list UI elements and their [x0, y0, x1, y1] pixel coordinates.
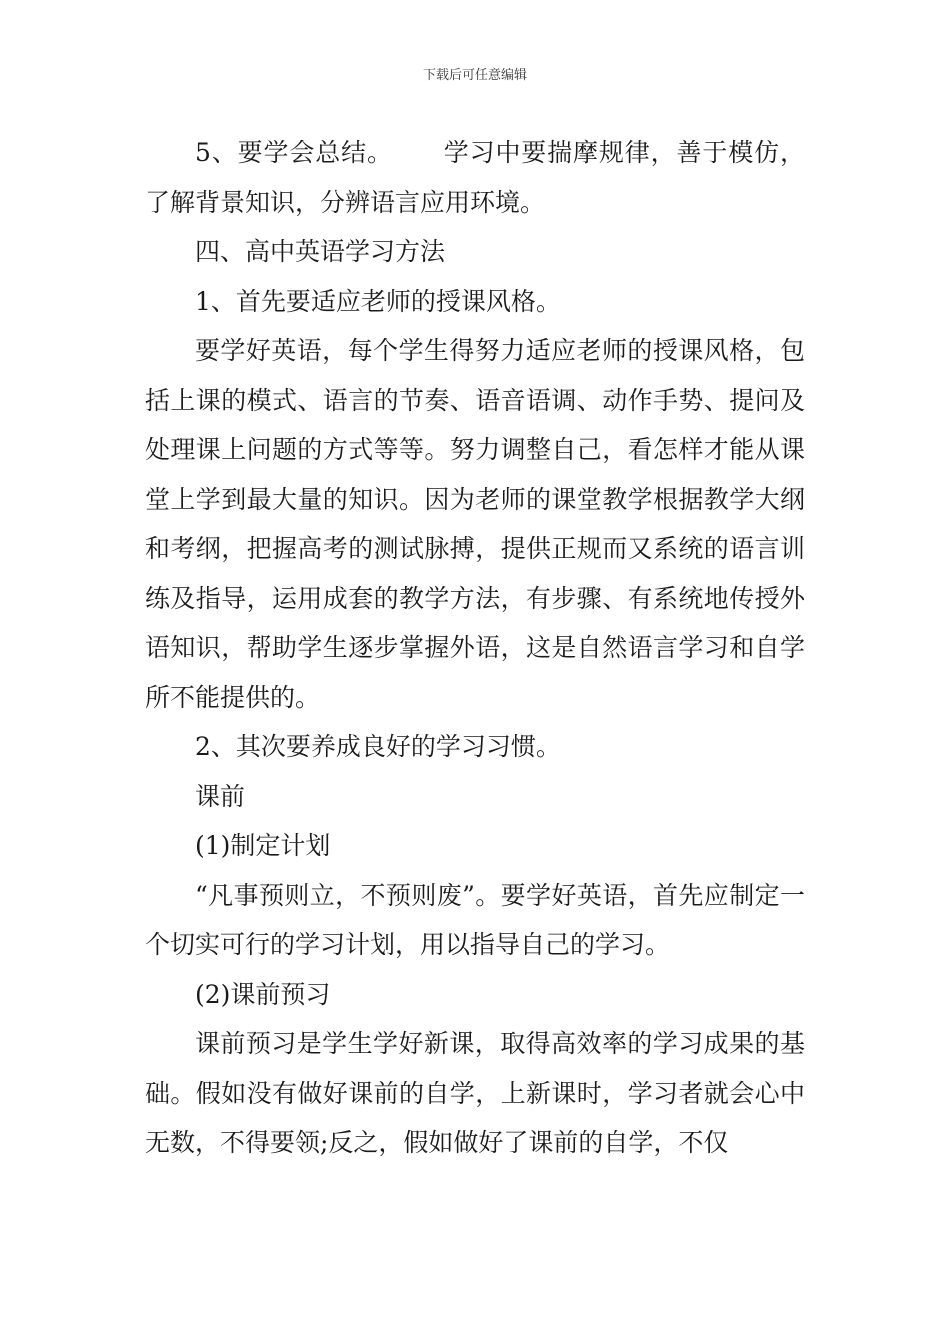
- paragraph-summary: [145, 128, 805, 227]
- item-preview: (2)课前预习: [195, 979, 331, 1009]
- document-body: [145, 128, 805, 1168]
- paragraph-summary-heading: 5、要学会总结。: [195, 138, 393, 167]
- page-header: 下载后可任意编辑: [422, 68, 527, 83]
- subheading-habits: 2、其次要养成良好的学习习惯。: [195, 732, 561, 761]
- subheading-teacher-style: 1、首先要适应老师的授课风格。: [195, 286, 561, 316]
- paragraph-summary-body: 学习中要揣摩规律，善于模仿，了解背景知识，分辨语言应用环境。: [145, 138, 805, 217]
- paragraph-plan: “凡事预则立，不预则废”。要学好英语，首先应制定一个切实可行的学习计划，用以指导自己的学习。: [145, 880, 805, 959]
- paragraph-teacher-style: 要学好英语，每个学生得努力适应老师的授课风格，包括上课的模式、语言的节奏、语音语调、动作手势、提问及处理课上问题的方式等等。努力调整自己，看怎样才能从课堂上学到最大量的知识。因为老师的课堂教学根据教学大纲和考纲，把握高考的测试脉搏，提供正规而又系统的语言训练及指导，运用成套的教学方法，有步骤、有系统地传授外语知识，帮助学生逐步掌握外语，这是自然语言学习和自学所不能提供的。: [145, 336, 805, 712]
- paragraph-preview: 课前预习是学生学好新课，取得高效率的学习成果的基础。假如没有做好课前的自学，上新课时，学习者就会心中无数，不得要领;反之，假如做好了课前的自学，不仅: [145, 1029, 805, 1157]
- section-heading: 四、高中英语学习方法: [195, 237, 446, 266]
- label-before-class: 课前: [195, 781, 246, 811]
- item-plan: (1)制定计划: [195, 831, 331, 860]
